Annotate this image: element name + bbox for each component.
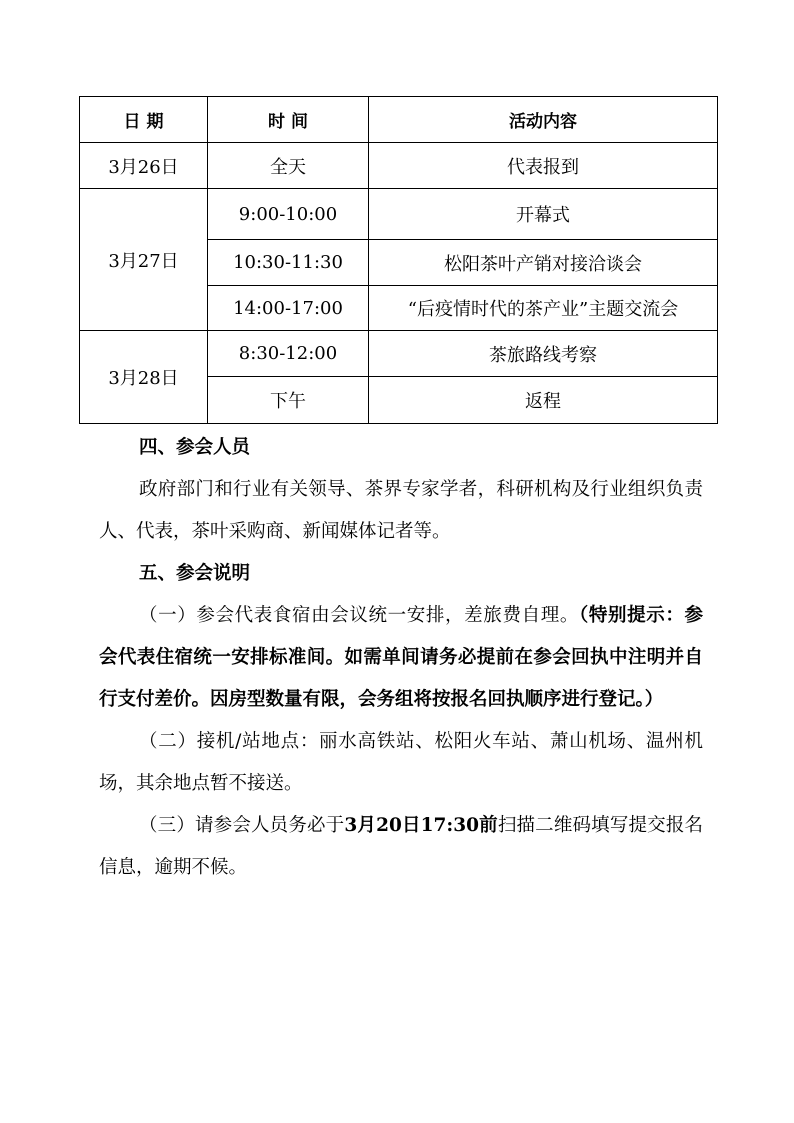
- schedule-table: [79, 96, 718, 424]
- cell-time: 下午: [208, 377, 369, 424]
- header-time: 时 间: [208, 97, 369, 143]
- item3-post: 扫描二维码填写提交报名信息，逾期不候。: [99, 815, 703, 878]
- cell-activity: “后疫情时代的茶产业”主题交流会: [369, 286, 718, 331]
- cell-activity: 茶旅路线考察: [369, 331, 718, 377]
- cell-activity: 开幕式: [369, 189, 718, 240]
- item3-deadline: 3月20日17:30前: [344, 815, 498, 836]
- cell-date: 3月28日: [80, 331, 208, 424]
- section5-heading: 五、参会说明: [139, 563, 251, 584]
- cell-time: 8:30-12:00: [208, 331, 369, 377]
- section4-body: 政府部门和行业有关领导、茶界专家学者，科研机构及行业组织负责人、代表，茶叶采购商、新闻媒体记者等。: [99, 479, 703, 542]
- table-row: [80, 143, 718, 189]
- section4-heading: 四、参会人员: [139, 437, 251, 458]
- item1-plain: （一）参会代表食宿由会议统一安排，差旅费自理。: [139, 605, 579, 626]
- section5-item1: [99, 595, 703, 721]
- table-header-row: [80, 97, 718, 143]
- table-row: [80, 331, 718, 377]
- cell-time: 10:30-11:30: [208, 240, 369, 286]
- table-row: [80, 189, 718, 240]
- cell-activity: 代表报到: [369, 143, 718, 189]
- cell-activity: 返程: [369, 377, 718, 424]
- header-activity: 活动内容: [369, 97, 718, 143]
- section5-item2: （二）接机/站地点：丽水高铁站、松阳火车站、萧山机场、温州机场，其余地点暂不接送。: [99, 731, 703, 794]
- cell-activity: 松阳茶叶产销对接洽谈会: [369, 240, 718, 286]
- cell-time: 全天: [208, 143, 369, 189]
- document-body: [99, 427, 703, 889]
- cell-date: 3月27日: [80, 189, 208, 331]
- item1-bold-note: （特别提示：参会代表住宿统一安排标准间。如需单间请务必提前在参会回执中注明并自行支付差价。因房型数量有限，会务组将按报名回执顺序进行登记。）: [99, 605, 703, 710]
- section5-item3: [99, 805, 703, 889]
- item3-pre: （三）请参会人员务必于: [139, 815, 345, 836]
- header-date: 日 期: [80, 97, 208, 143]
- cell-time: 14:00-17:00: [208, 286, 369, 331]
- cell-date: 3月26日: [80, 143, 208, 189]
- cell-time: 9:00-10:00: [208, 189, 369, 240]
